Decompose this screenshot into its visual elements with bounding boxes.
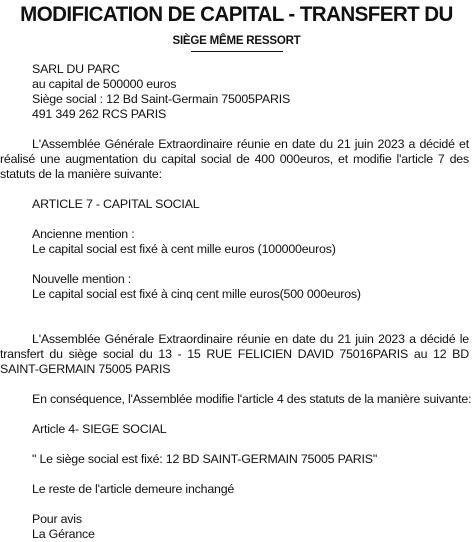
company-seat: Siège social : 12 Bd Saint-Germain 75005PARIS — [32, 92, 291, 106]
company-name: SARL DU PARC — [32, 62, 120, 76]
former-mention-label: Ancienne mention : — [32, 227, 135, 241]
former-mention-text: Le capital social est fixé à cent mille euros (100000euros) — [32, 242, 336, 256]
notice-body — [0, 62, 473, 542]
remainder-line: Le reste de l'article demeure inchangé — [32, 482, 235, 496]
new-mention-label: Nouvelle mention : — [32, 272, 132, 286]
closing-line: Pour avis — [32, 512, 82, 526]
notice-subtitle: SIÈGE MÊME RESSORT — [172, 35, 301, 47]
capital-resolution-paragraph: L'Assemblée Générale Extraordinaire réunie en date du 21 juin 2023 a décidé et réalisé une augmentation du capital social de 400 000euros, et modifie l'article 7 des statuts de la manière suivante: — [0, 137, 469, 181]
signatory-line: La Gérance — [32, 527, 95, 541]
notice-title: MODIFICATION DE CAPITAL - TRANSFERT DU — [20, 3, 453, 26]
title-underline — [191, 51, 283, 52]
new-mention-text: Le capital social est fixé à cinq cent mille euros(500 000euros) — [32, 287, 361, 301]
company-capital: au capital de 500000 euros — [32, 77, 177, 91]
article-4-text: " Le siège social est fixé: 12 BD SAINT-GERMAIN 75005 PARIS" — [32, 452, 378, 466]
company-rcs: 491 349 262 RCS PARIS — [32, 107, 167, 121]
consequence-line: En conséquence, l'Assemblée modifie l'article 4 des statuts de la manière suivante: — [32, 392, 472, 406]
article-7-heading: ARTICLE 7 - CAPITAL SOCIAL — [32, 197, 200, 211]
transfer-resolution-paragraph: L'Assemblée Générale Extraordinaire réunie en date du 21 juin 2023 a décidé le transfert du siège social du 13 - 15 RUE FELICIEN DAVID 75016PARIS au 12 BD SAINT-GERMAIN 75005 PARIS — [0, 332, 469, 376]
article-4-heading: Article 4- SIEGE SOCIAL — [32, 422, 167, 436]
